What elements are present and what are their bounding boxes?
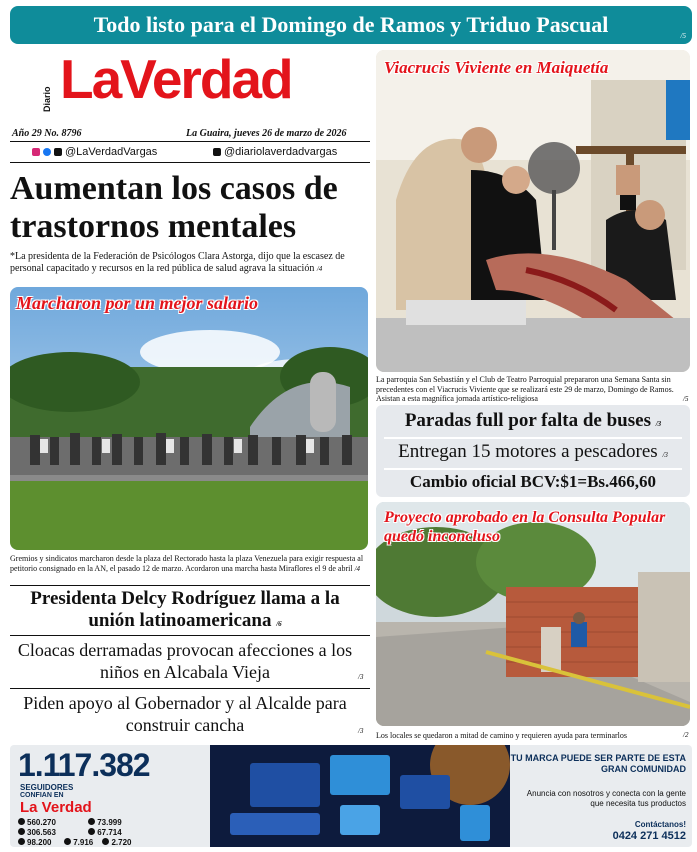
- ad-confian: CONFIAN EN: [20, 792, 64, 799]
- masthead-rule-top: [10, 141, 370, 142]
- ad-stat-icon: [88, 818, 95, 825]
- march-photo-image: [10, 287, 368, 550]
- brief-cambio[interactable]: Cambio oficial BCV:$1=Bs.466,60: [409, 472, 657, 491]
- headline-cancha-page: /3: [358, 727, 364, 735]
- headline-rule-1: [10, 585, 370, 586]
- viacrucis-caption: La parroquia San Sebastián y el Club de Teatro Parroquial prepararon una Semana Santa sin precedentes con el Viacrucis Viviente que se realizará este 29 de marzo, Domingo de Ramos. Asistan a esta magnífica jornada artístico-religiosa: [376, 375, 674, 403]
- brief-divider-1: [384, 437, 682, 439]
- top-banner-page: /5: [680, 32, 686, 40]
- viacrucis-photo-title: Viacrucis Viviente en Maiquetía: [384, 58, 609, 77]
- viacrucis-page: /5: [683, 395, 689, 403]
- march-page: /4: [354, 564, 361, 573]
- march-photo[interactable]: [10, 287, 368, 550]
- lead-page: /4: [316, 265, 323, 273]
- march-photo-title: Marcharon por un mejor salario: [16, 293, 259, 313]
- ad-stat-icon: [18, 828, 25, 835]
- ad-followers: 1.117.382: [18, 747, 150, 783]
- masthead-diario: Diario: [42, 86, 52, 112]
- edition-number: Año 29 No. 8796: [12, 128, 82, 139]
- social-right[interactable]: [213, 146, 337, 158]
- ad-contact-label: Contáctanos!: [634, 820, 686, 829]
- instagram-icon: [32, 148, 40, 156]
- ad-stat-7: 2.720: [111, 838, 132, 847]
- headline-delcy-text: Presidenta Delcy Rodríguez llama a la unión latinoamericana: [30, 588, 340, 631]
- march-caption-text: Gremios y sindicatos marcharon desde la plaza del Rectorado hasta la plaza Venezuela para exigir respuesta al petitorio consignado en la AN, el pasado 12 de marzo. Acordaron una marcha hasta Miraflores el 9 de abril: [10, 554, 364, 573]
- viacrucis-photo-image: [376, 50, 690, 372]
- headline-rule-2: [10, 635, 370, 636]
- ad-stat-3: 306.563: [27, 828, 56, 837]
- edition-date: La Guaira, jueves 26 de marzo de 2026: [186, 128, 347, 139]
- lead-headline[interactable]: Aumentan los casos de trastornos mentales: [10, 170, 338, 245]
- consulta-photo-title: Proyecto aprobado en la Consulta Popular quedó inconcluso: [384, 509, 666, 545]
- ad-stat-icon: [102, 838, 109, 845]
- brief-motores-page: /3: [662, 451, 668, 459]
- top-banner[interactable]: [10, 6, 692, 44]
- brief-motores-text: Entregan 15 motores a pescadores: [398, 441, 658, 462]
- headline-delcy-page: /6: [276, 620, 282, 628]
- ad-body: Anuncia con nosotros y conecta con la gente que necesita tus productos: [526, 789, 686, 808]
- masthead-logo: LaVerdad: [60, 48, 292, 110]
- headline-rule-3: [10, 688, 370, 689]
- ad-stat-6: 7.916: [73, 838, 94, 847]
- headline-delcy[interactable]: [10, 588, 360, 635]
- masthead-rule-bottom: [10, 162, 370, 163]
- consulta-photo[interactable]: [376, 502, 690, 726]
- social-left[interactable]: [32, 146, 157, 158]
- brief-divider-2: [384, 468, 682, 470]
- viacrucis-photo[interactable]: [376, 50, 690, 372]
- advertisement[interactable]: [10, 745, 692, 847]
- ad-tagline: TU MARCA PUEDE SER PARTE DE ESTA GRAN COMUNIDAD: [510, 753, 686, 774]
- ad-stat-5: 98.200: [27, 838, 52, 847]
- tiktok-icon: [213, 148, 221, 156]
- headline-cloacas[interactable]: Cloacas derramadas provocan afecciones a los niños en Alcabala Vieja: [17, 640, 353, 682]
- brief-paradas-page: /3: [655, 420, 662, 428]
- ad-stat-icon: [18, 838, 25, 845]
- brief-motores[interactable]: [376, 441, 690, 463]
- facebook-icon: [43, 148, 51, 156]
- consulta-caption: Los locales se quedaron a mitad de camino y requieren ayuda para terminarlos: [376, 731, 628, 740]
- ad-stat-2: 73.999: [97, 818, 122, 827]
- social-right-handle: @diariolaverdadvargas: [224, 146, 338, 158]
- ad-brand: La Verdad: [20, 799, 92, 816]
- consulta-page: /2: [683, 731, 689, 739]
- ad-devices-graphic: [210, 745, 510, 847]
- brief-paradas[interactable]: [376, 410, 690, 432]
- ad-phone[interactable]: 0424 271 4512: [612, 830, 686, 842]
- ad-followers-label: SEGUIDORES: [20, 783, 74, 792]
- ad-stat-icon: [88, 828, 95, 835]
- headline-cancha[interactable]: Piden apoyo al Gobernador y al Alcalde para construir cancha: [23, 693, 347, 735]
- march-caption: [10, 554, 370, 574]
- lead-deck: [10, 251, 370, 275]
- ad-stat-1: 560.270: [27, 818, 56, 827]
- ad-stat-icon: [18, 818, 25, 825]
- ad-stat-icon: [64, 838, 71, 845]
- x-icon: [54, 148, 62, 156]
- lead-deck-text: *La presidenta de la Federación de Psicólogos Clara Astorga, dijo que la escasez de personal capacitado y recursos en la red pública de salud agrava la situación: [10, 251, 345, 274]
- ad-stat-4: 67.714: [97, 828, 122, 837]
- social-left-handle: @LaVerdadVargas: [65, 146, 158, 158]
- headline-cloacas-page: /3: [358, 673, 364, 681]
- ad-stats: [18, 818, 168, 847]
- top-banner-text: Todo listo para el Domingo de Ramos y Triduo Pascual: [93, 12, 609, 37]
- brief-paradas-text: Paradas full por falta de buses: [404, 410, 651, 431]
